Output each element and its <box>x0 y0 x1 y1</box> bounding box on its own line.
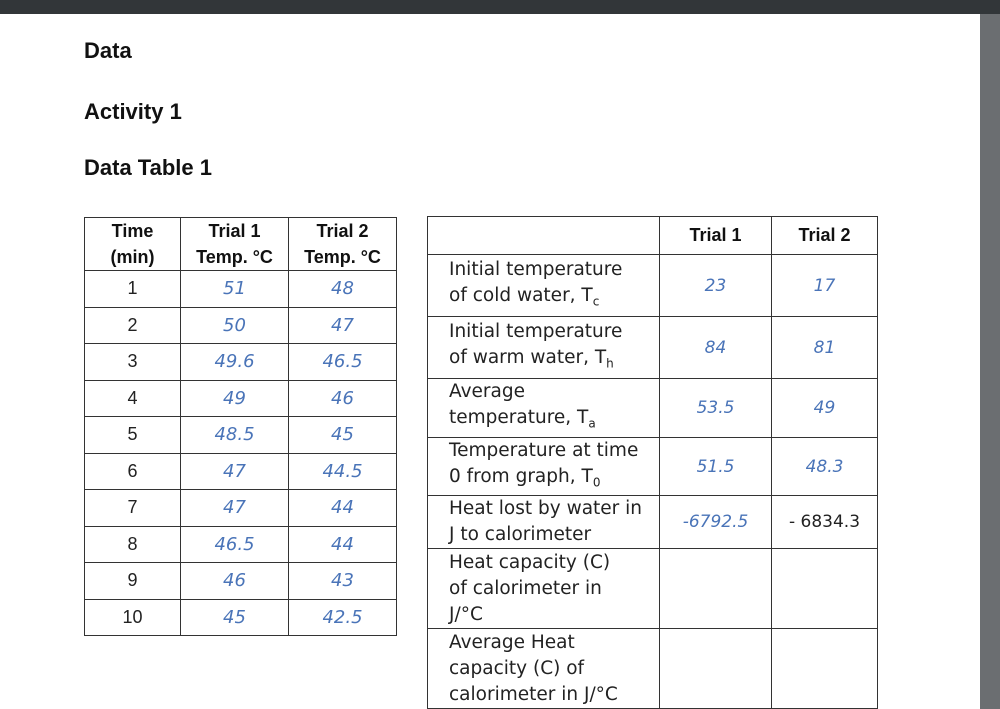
trial-2-temp-cell: 46 <box>289 380 397 417</box>
row-label <box>428 549 660 629</box>
time-cell: 1 <box>85 271 181 308</box>
table-row <box>428 379 878 438</box>
row-label <box>428 255 660 317</box>
trial-1-temp-cell: 50 <box>181 307 289 344</box>
trial-2-temp-cell: 44 <box>289 490 397 527</box>
table-header-row <box>85 218 397 271</box>
header-trial-2 <box>289 218 397 271</box>
row-label <box>428 496 660 549</box>
label-text: of warm water, T <box>449 346 607 368</box>
row-label <box>428 379 660 438</box>
trial-1-temp-cell: 47 <box>181 490 289 527</box>
viewer-toolbar <box>0 0 1000 14</box>
row-label <box>428 437 660 496</box>
table-row <box>428 317 878 379</box>
table-row <box>85 563 397 600</box>
trial-2-temp-cell: 46.5 <box>289 344 397 381</box>
label-line: Heat capacity (C) <box>449 551 611 573</box>
header-line: (min) <box>110 247 155 267</box>
time-cell: 3 <box>85 344 181 381</box>
label-line: Initial temperature <box>449 258 623 280</box>
trial-2-value <box>772 629 878 709</box>
calorimeter-results-table <box>427 216 878 709</box>
time-temperature-table <box>84 217 397 636</box>
table-row <box>85 344 397 381</box>
trial-2-temp-cell: 47 <box>289 307 397 344</box>
table-row <box>85 599 397 636</box>
label-text: 0 from graph, T <box>449 465 593 487</box>
trial-2-temp-cell: 42.5 <box>289 599 397 636</box>
time-cell: 2 <box>85 307 181 344</box>
time-cell: 10 <box>85 599 181 636</box>
trial-2-value: 81 <box>772 317 878 379</box>
label-line: capacity (C) of <box>449 657 585 679</box>
trial-2-temp-cell: 44 <box>289 526 397 563</box>
table-row <box>85 307 397 344</box>
time-cell: 9 <box>85 563 181 600</box>
trial-1-value: -6792.5 <box>660 496 772 549</box>
trial-1-value: 53.5 <box>660 379 772 438</box>
table-row <box>85 417 397 454</box>
subscript: a <box>588 416 596 431</box>
label-text: of cold water, T <box>449 284 593 306</box>
header-line: Temp. °C <box>196 247 273 267</box>
label-line: Heat lost by water in <box>449 498 643 520</box>
label-line: Temperature at time <box>449 439 639 461</box>
trial-1-temp-cell: 49.6 <box>181 344 289 381</box>
trial-2-value: 49 <box>772 379 878 438</box>
row-label <box>428 629 660 709</box>
header-time <box>85 218 181 271</box>
row-label <box>428 317 660 379</box>
subscript: c <box>592 294 600 309</box>
time-cell: 4 <box>85 380 181 417</box>
trial-2-value: - 6834.3 <box>772 496 878 549</box>
trial-2-value: 17 <box>772 255 878 317</box>
time-cell: 7 <box>85 490 181 527</box>
trial-1-value: 51.5 <box>660 437 772 496</box>
trial-1-value <box>660 629 772 709</box>
label-line: Initial temperature <box>449 320 623 342</box>
time-cell: 8 <box>85 526 181 563</box>
trial-2-temp-cell: 45 <box>289 417 397 454</box>
trial-2-temp-cell: 44.5 <box>289 453 397 490</box>
label-line <box>449 283 653 315</box>
table-row <box>85 271 397 308</box>
heading-data-table: Data Table 1 <box>84 155 212 180</box>
table-body <box>85 271 397 636</box>
trial-1-temp-cell: 48.5 <box>181 417 289 454</box>
table-body <box>428 255 878 709</box>
subscript: h <box>606 356 614 371</box>
table-row <box>85 380 397 417</box>
label-line <box>449 405 653 437</box>
table-row <box>428 549 878 629</box>
label-line: calorimeter in J/°C <box>449 683 618 705</box>
trial-1-value <box>660 549 772 629</box>
table-row <box>85 526 397 563</box>
viewer-background <box>980 14 1000 709</box>
header-blank <box>428 217 660 255</box>
trial-2-temp-cell: 43 <box>289 563 397 600</box>
header-line: Temp. °C <box>304 247 381 267</box>
label-line <box>449 464 653 496</box>
time-cell: 6 <box>85 453 181 490</box>
header-trial-2: Trial 2 <box>772 217 878 255</box>
trial-1-value: 23 <box>660 255 772 317</box>
trial-1-temp-cell: 45 <box>181 599 289 636</box>
header-line: Time <box>111 221 154 241</box>
table-row <box>85 490 397 527</box>
label-line: Average Heat <box>449 631 575 653</box>
heading-data: Data <box>84 38 132 63</box>
trial-1-value: 84 <box>660 317 772 379</box>
table-row <box>428 629 878 709</box>
header-line: Trial 2 <box>316 221 369 241</box>
header-line: Trial 1 <box>208 221 261 241</box>
header-trial-1 <box>181 218 289 271</box>
heading-activity: Activity 1 <box>84 99 182 124</box>
table-row <box>428 255 878 317</box>
trial-1-temp-cell: 46.5 <box>181 526 289 563</box>
subscript: 0 <box>592 475 601 490</box>
label-text: temperature, T <box>449 407 589 428</box>
label-line: J/°C <box>449 603 483 625</box>
table-row <box>85 453 397 490</box>
trial-1-temp-cell: 47 <box>181 453 289 490</box>
label-line <box>449 345 653 377</box>
trial-2-temp-cell: 48 <box>289 271 397 308</box>
trial-1-temp-cell: 49 <box>181 380 289 417</box>
table-header-row <box>428 217 878 255</box>
header-trial-1: Trial 1 <box>660 217 772 255</box>
label-line: J to calorimeter <box>449 524 592 546</box>
trial-2-value <box>772 549 878 629</box>
trial-2-value: 48.3 <box>772 437 878 496</box>
time-cell: 5 <box>85 417 181 454</box>
trial-1-temp-cell: 46 <box>181 563 289 600</box>
table-row <box>428 496 878 549</box>
label-line: Average <box>449 381 525 402</box>
table-row <box>428 437 878 496</box>
trial-1-temp-cell: 51 <box>181 271 289 308</box>
label-line: of calorimeter in <box>449 577 602 599</box>
